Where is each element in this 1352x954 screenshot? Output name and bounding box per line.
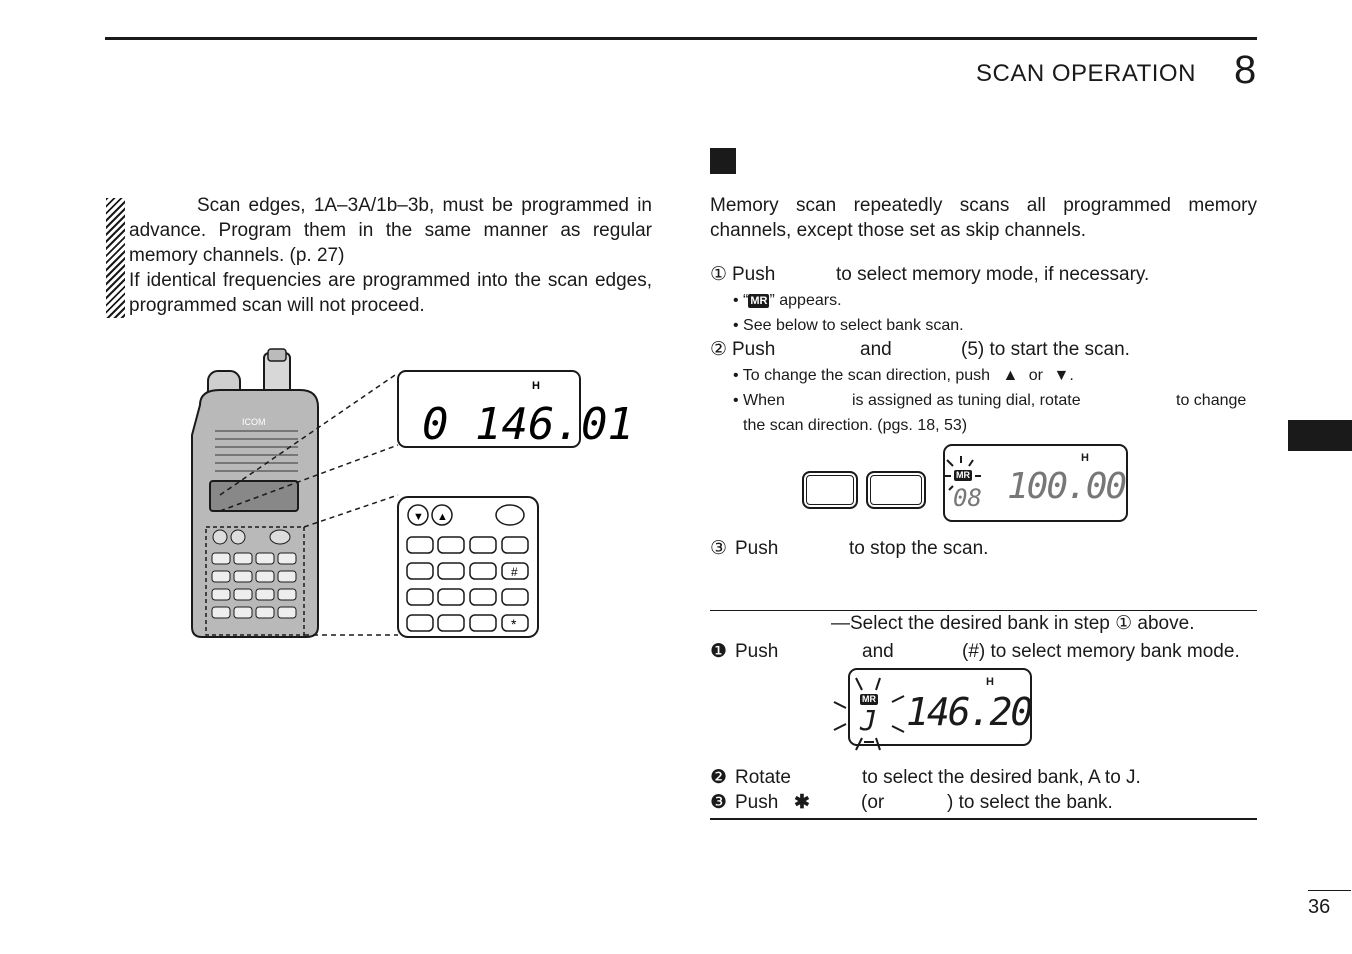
step2-num: ② — [710, 339, 728, 360]
step2-push: Push — [732, 339, 776, 360]
bank-step1-text: (#) to select memory bank mode. — [962, 641, 1240, 662]
step2-note1-end: . — [1069, 367, 1074, 384]
radio-logo: ICOM — [242, 417, 266, 427]
note-block — [129, 193, 652, 318]
bank-step3-text: ) to select the bank. — [947, 792, 1113, 813]
header-rule — [105, 37, 1257, 40]
section-bullet-icon — [710, 148, 736, 174]
scan-lcd-freq: 100.00 — [1007, 466, 1126, 507]
bank-step1-num: ❶ — [710, 641, 728, 662]
bank-blink-icon — [832, 676, 912, 752]
bank-lcd-mr-icon: MR — [862, 694, 876, 704]
step3-num: ③ — [710, 538, 728, 559]
scan-lcd-channel: 08 — [953, 484, 982, 512]
keypad-star-label: * — [511, 616, 517, 632]
step2-note2-d: the scan direction. (pgs. 18, 53) — [743, 417, 968, 434]
bank-step3-or: (or — [861, 792, 885, 813]
section-title: SCAN OPERATION — [976, 60, 1196, 87]
step2-text: (5) to start the scan. — [961, 339, 1130, 360]
bank-header: —Select the desired bank in step ① above. — [831, 613, 1195, 634]
down-arrow-icon: ▼ — [1053, 367, 1070, 384]
step1-num: ① — [710, 264, 728, 285]
bank-lcd-freq: 146.20 — [906, 690, 1032, 734]
bank-step3-label: Push — [735, 792, 779, 813]
key-button-2 — [866, 471, 926, 509]
scan-lcd-mr-icon: MR — [956, 470, 970, 480]
page-number-rule — [1308, 890, 1351, 891]
step1-note2: • See below to select bank scan. — [733, 317, 964, 334]
step1-push: Push — [732, 264, 776, 285]
scan-lcd-small: H — [1081, 452, 1089, 464]
step2-note2-c: to change — [1176, 392, 1247, 409]
step3-push: Push — [735, 538, 779, 559]
note-para-2: If identical frequencies are programmed into the scan edges, programmed scan will not proceed. — [129, 270, 652, 316]
step1-text: to select memory mode, if necessary. — [836, 264, 1150, 285]
svg-text:▲: ▲ — [437, 511, 448, 523]
step1-note1-post: ” appears. — [769, 292, 842, 309]
step2-and: and — [860, 339, 892, 360]
bank-rule-bottom — [710, 818, 1257, 820]
star-key-icon: ✱ — [794, 792, 810, 813]
bank-lcd-small: H — [986, 676, 994, 688]
up-arrow-icon: ▲ — [1002, 367, 1019, 384]
note-para-1: Scan edges, 1A–3A/1b–3b, must be programmed in advance. Program them in the same manner as regular memory channels. (p. 27) — [129, 195, 652, 266]
scan-lcd — [943, 444, 1128, 522]
step2-note1-or: or — [1028, 367, 1044, 384]
step2-note2-a: • When — [733, 392, 785, 409]
bank-step3-num: ❸ — [710, 792, 728, 813]
step3-text: to stop the scan. — [849, 538, 989, 559]
key-button-1 — [802, 471, 858, 509]
mr-chip-icon: MR — [750, 295, 768, 307]
scan-blink-icon — [943, 454, 983, 494]
radio-lcd-small: H — [532, 380, 540, 392]
page-number: 36 — [1308, 896, 1331, 918]
bank-step1-push: Push — [735, 641, 779, 662]
bank-step2-num: ❷ — [710, 767, 728, 788]
radio-illustration — [180, 345, 634, 645]
step1-note1 — [733, 288, 842, 313]
section-tab — [1288, 420, 1352, 451]
note-hatch-icon — [106, 198, 125, 318]
memory-scan-intro: Memory scan repeatedly scans all programmed memory channels, except those set as skip channels. — [710, 195, 1257, 241]
bank-lcd-bank: J — [860, 704, 877, 737]
step2-note2-b: is assigned as tuning dial, rotate — [852, 392, 1081, 409]
bank-step2-text: to select the desired bank, A to J. — [862, 767, 1141, 788]
svg-text:▼: ▼ — [413, 511, 424, 523]
radio-lcd-freq: 0 146.01 — [422, 399, 634, 450]
section-number: 8 — [1234, 48, 1257, 92]
bank-step1-and: and — [862, 641, 894, 662]
step2-note1-pre: • To change the scan direction, push — [733, 367, 991, 384]
step1-note1-pre: • “ — [733, 292, 749, 309]
keypad-hash-label: # — [511, 565, 518, 579]
step2-note1 — [733, 363, 1074, 388]
bank-step2-label: Rotate — [735, 767, 791, 788]
